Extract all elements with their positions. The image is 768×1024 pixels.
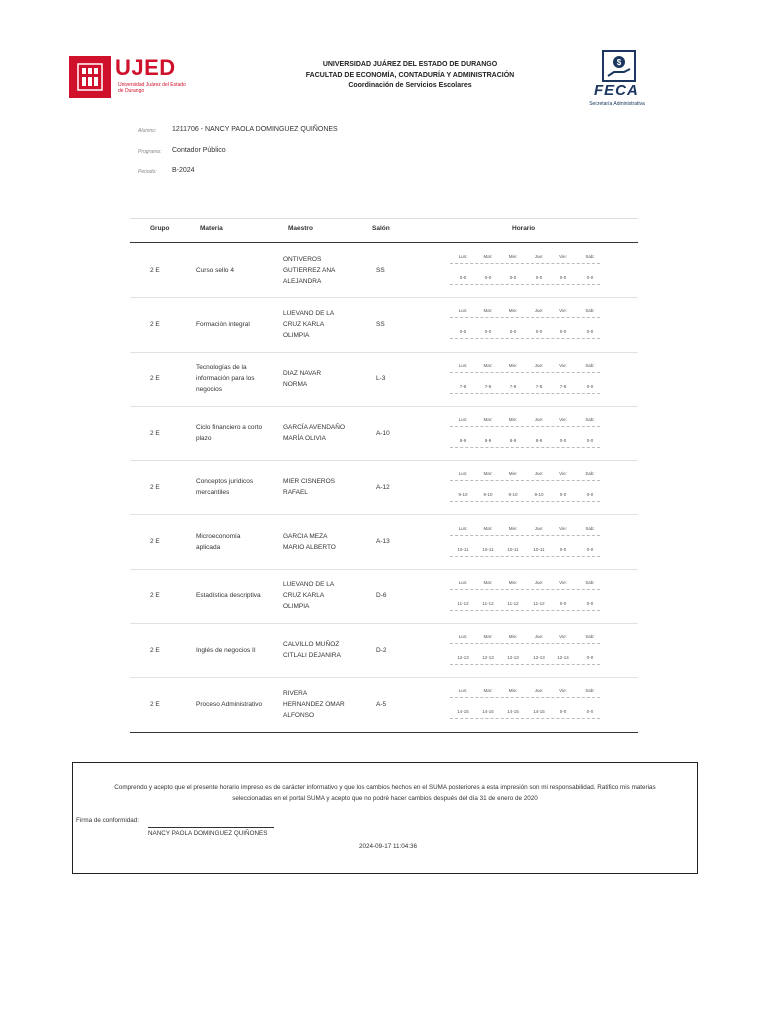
table-row (130, 515, 638, 569)
header-grupo: Grupo (150, 225, 170, 232)
horario-day-label: Vie: (559, 254, 567, 259)
cell-maestro (283, 254, 363, 287)
cell-salon: D-6 (376, 592, 387, 600)
cell-grupo: 2 E (150, 429, 160, 437)
cell-salon: A-5 (376, 701, 387, 709)
horario-day-label: Sab: (585, 416, 595, 422)
horario-day-label: Vie: (559, 525, 567, 531)
acknowledgement-box (72, 762, 698, 874)
header-maestro: Maestro (288, 225, 313, 232)
horario-day-label: Sab: (585, 254, 595, 259)
horario-time: 0-0 (535, 275, 543, 280)
cell-maestro-line: CRUZ KARLA (283, 320, 325, 328)
program-value: Contador Público (172, 147, 226, 154)
cell-materia (196, 645, 276, 656)
horario-divider (450, 393, 600, 394)
cell-materia-line: Conceptos jurídicos (196, 478, 254, 486)
horario-time: 7-8 (535, 383, 543, 389)
horario-time: 0-0 (559, 492, 567, 498)
horario-time: 9-10 (458, 492, 468, 498)
table-bottom-rule (130, 732, 638, 733)
horario-time: 11-12 (507, 600, 519, 606)
horario-divider (450, 589, 600, 590)
cell-materia-line: Inglés de negocios II (196, 646, 256, 654)
horario-divider (450, 263, 600, 264)
horario-day-label: Jue: (534, 688, 544, 694)
horario-day-label: Mar: (483, 634, 493, 640)
cell-grupo: 2 E (150, 538, 160, 546)
ujed-logo-subtext: Universidad Juárez del Estado de Durango (118, 82, 186, 94)
table-row (130, 297, 638, 351)
cell-materia (196, 362, 276, 395)
horario-divider (450, 447, 600, 448)
horario-day-label: Sab: (585, 688, 595, 694)
signature-line (148, 827, 274, 828)
table-row (130, 677, 638, 731)
horario-day-label: Mie: (508, 579, 518, 585)
horario-time: 0-0 (559, 329, 567, 335)
horario-day-label: Lun: (458, 254, 468, 259)
acknowledgement-text (83, 783, 687, 804)
horario-divider (450, 338, 600, 339)
cell-salon: A-13 (376, 538, 390, 546)
horario-day-label: Mie: (508, 254, 518, 259)
horario-time: 0-0 (586, 275, 594, 280)
horario-time: 12-13 (457, 655, 469, 661)
header-horario: Horario (512, 225, 536, 232)
cell-maestro-line: LUEVANO DE LA (283, 581, 335, 589)
horario-time: 12-13 (533, 655, 545, 661)
horario-day-label: Sab: (585, 634, 595, 640)
horario-time: 0-0 (586, 655, 594, 661)
horario-divider (450, 556, 600, 557)
table-row (130, 623, 638, 677)
horario-time: 0-0 (586, 546, 594, 552)
horario-day-label: Lun: (458, 471, 468, 477)
table-row (130, 352, 638, 406)
horario-day-label: Mar: (483, 416, 493, 422)
institution-header (230, 60, 590, 92)
horario-time: 8-9 (484, 437, 492, 443)
cell-maestro-line: OLIMPIA (283, 331, 310, 339)
horario-time: 0-0 (559, 709, 567, 715)
horario-day-label: Mar: (483, 254, 493, 259)
horario-day-label: Mar: (483, 525, 493, 531)
horario-day-label: Vie: (559, 362, 567, 368)
cell-maestro-line: GARCÍA AVENDAÑO (283, 424, 346, 432)
period-label: Periodo: (138, 169, 157, 175)
horario-day-label: Jue: (534, 525, 544, 531)
horario-time: 8-9 (459, 437, 467, 443)
horario-time: 10-11 (533, 546, 545, 552)
student-value: 1211706 - NANCY PAOLA DOMINGUEZ QUIÑONES (172, 126, 338, 133)
cell-maestro-line: DIAZ NAVAR (283, 369, 322, 377)
horario-time: 12-13 (482, 655, 494, 661)
horario-day-label: Mar: (483, 688, 493, 694)
horario-time: 10-11 (457, 546, 469, 552)
horario-day-label: Sab: (585, 308, 595, 314)
horario-day-label: Jue: (534, 579, 544, 585)
svg-text:$: $ (616, 58, 622, 67)
cell-maestro (283, 579, 363, 612)
horario-time: 10-11 (507, 546, 519, 552)
cell-grupo: 2 E (150, 266, 160, 274)
horario-day-label: Mie: (508, 688, 518, 694)
cell-maestro (283, 476, 363, 498)
cell-maestro-line: LUEVANO DE LA (283, 309, 335, 317)
acknowledgement-line-1: Comprendo y acepto que el presente horario impreso es de carácter informativo y que los cambios hechos en el SUMA posteriores a esta impresión son mi responsabilidad. Ratifico mis materias (114, 784, 656, 791)
faculty-name: FACULTAD DE ECONOMÍA, CONTADURÍA Y ADMINISTRACIÓN (305, 71, 515, 79)
horario-day-label: Mie: (508, 308, 518, 314)
horario-day-label: Lun: (458, 525, 468, 531)
horario-time: 0-0 (559, 600, 567, 606)
horario-time: 0-0 (484, 275, 492, 280)
program-label: Programa: (138, 149, 162, 155)
horario-day-label: Mar: (483, 308, 493, 314)
cell-maestro-line: ONTIVEROS (283, 255, 322, 263)
horario-day-label: Jue: (534, 362, 544, 368)
horario-day-label: Jue: (534, 308, 544, 314)
cell-maestro (283, 688, 363, 721)
cell-materia-line: Proceso Administrativo (196, 701, 263, 709)
cell-materia-line: plazo (196, 435, 212, 443)
cell-grupo: 2 E (150, 483, 160, 491)
horario-divider (450, 610, 600, 611)
ujed-seal-icon (69, 56, 111, 98)
cell-maestro-line: CALVILLO MUÑOZ (283, 641, 340, 649)
cell-materia (196, 265, 276, 276)
cell-materia-line: Microeconomía (196, 532, 241, 540)
horario-day-label: Jue: (534, 416, 544, 422)
horario-time: 0-0 (509, 329, 517, 335)
cell-grupo: 2 E (150, 375, 160, 383)
horario-time: 14-15 (533, 709, 545, 715)
cell-maestro-line: CITLALI DEJANIRA (283, 652, 341, 660)
cell-materia (196, 319, 276, 330)
cell-grupo: 2 E (150, 646, 160, 654)
cell-salon: D-2 (376, 646, 387, 654)
horario-time: 7-9 (559, 383, 567, 389)
cell-maestro (283, 422, 363, 444)
cell-salon: L-3 (376, 375, 386, 383)
cell-materia (196, 531, 276, 553)
horario-time: 10-11 (482, 546, 494, 552)
university-name: UNIVERSIDAD JUÁREZ DEL ESTADO DE DURANGO (322, 61, 498, 68)
horario-day-label: Sab: (585, 525, 595, 531)
horario-time: 0-0 (559, 546, 567, 552)
horario-time: 7-8 (509, 383, 517, 389)
horario-day-label: Jue: (534, 471, 544, 477)
horario-time: 0-0 (586, 383, 594, 389)
cell-materia-line: Estadística descriptiva (196, 592, 261, 600)
horario-time: 7-8 (484, 383, 492, 389)
horario-divider (450, 697, 600, 698)
horario-day-label: Vie: (559, 308, 567, 314)
table-row (130, 460, 638, 514)
ujed-logo (69, 55, 186, 100)
print-datetime: 2024-09-17 11:04:36 (358, 843, 417, 850)
cell-materia-line: aplicada (196, 543, 221, 551)
acknowledgement-line-2: seleccionadas en el portal SUMA y acepto que no podré hacer cambios después del día 31 de enero de 2020 (232, 794, 538, 802)
horario-time: 0-0 (559, 437, 567, 443)
cell-materia-line: negocios (196, 386, 223, 394)
cell-materia-line: Formación integral (196, 320, 250, 328)
student-label: Alumno: (138, 128, 157, 134)
horario-day-label: Sab: (585, 471, 595, 477)
cell-salon: A-10 (376, 429, 390, 437)
horario-day-label: Vie: (559, 634, 567, 640)
cell-salon: SS (376, 320, 385, 328)
horario-time: 0-0 (459, 329, 467, 335)
horario-day-label: Lun: (458, 416, 468, 422)
horario-time: 9-10 (483, 492, 493, 498)
cell-maestro-line: GUTIERREZ ANA (283, 266, 336, 274)
table-top-rule (130, 218, 638, 219)
header-materia: Materia (200, 225, 223, 232)
horario-time: 0-0 (586, 709, 594, 715)
horario-time: 7-8 (459, 383, 467, 389)
cell-grupo: 2 E (150, 701, 160, 709)
horario-time: 11-12 (533, 600, 545, 606)
horario-day-label: Mie: (508, 634, 518, 640)
cell-maestro (283, 308, 363, 341)
cell-maestro (283, 639, 363, 661)
horario-day-label: Mar: (483, 362, 493, 368)
cell-materia-line: Tecnologías de la (196, 364, 247, 372)
cell-maestro-line: CRUZ KARLA (283, 592, 325, 600)
horario-time: 9-10 (508, 492, 518, 498)
cell-maestro (283, 531, 363, 553)
horario-day-label: Lun: (458, 634, 468, 640)
horario-day-label: Mie: (508, 416, 518, 422)
horario-day-label: Mar: (483, 471, 493, 477)
horario-divider (450, 426, 600, 427)
cell-maestro-line: RAFAEL (283, 489, 308, 497)
ujed-logo-text: UJED (115, 55, 176, 80)
horario-divider (450, 317, 600, 318)
feca-logo-text: FECA (594, 82, 639, 99)
horario-time: 0-0 (586, 600, 594, 606)
horario-time: 0-0 (509, 275, 517, 280)
period-value: B-2024 (172, 167, 195, 174)
cell-salon: SS (376, 266, 385, 274)
table-row (130, 406, 638, 460)
cell-materia (196, 422, 276, 444)
horario-day-label: Lun: (458, 579, 468, 585)
signature-name: NANCY PAOLA DOMINGUEZ QUIÑONES (148, 830, 268, 837)
horario-divider (450, 372, 600, 373)
feca-caption: Secretaría Administrativa (589, 101, 645, 107)
cell-maestro-line: ALFONSO (283, 712, 315, 720)
horario-divider (450, 284, 600, 285)
cell-materia (196, 590, 276, 601)
horario-time: 0-0 (586, 437, 594, 443)
horario-day-label: Vie: (559, 471, 567, 477)
signature-label: Firma de conformidad: (76, 817, 139, 824)
cell-maestro-line: MIER CISNEROS (283, 478, 336, 486)
cell-materia-line: Curso sello 4 (196, 266, 234, 274)
horario-divider (450, 643, 600, 644)
horario-day-label: Mar: (483, 579, 493, 585)
header-salon: Salón (372, 225, 390, 232)
cell-maestro-line: ALEJANDRA (283, 277, 322, 285)
cell-maestro-line: MARIO ALBERTO (283, 543, 336, 551)
horario-time: 14-15 (457, 709, 469, 715)
cell-grupo: 2 E (150, 592, 160, 600)
money-hand-icon (602, 50, 636, 82)
horario-day-label: Jue: (534, 634, 544, 640)
horario-time: 12-14 (557, 655, 569, 661)
horario-day-label: Lun: (458, 688, 468, 694)
horario-day-label: Vie: (559, 688, 567, 694)
cell-maestro-line: HERNANDEZ OMAR (283, 701, 345, 709)
table-row (130, 243, 638, 297)
cell-grupo: 2 E (150, 320, 160, 328)
horario-day-label: Vie: (559, 416, 567, 422)
cell-maestro-line: RIVERA (283, 690, 308, 698)
horario-divider (450, 718, 600, 719)
cell-materia-line: Ciclo financiero a corto (196, 424, 263, 432)
horario-day-label: Mie: (508, 525, 518, 531)
horario-time: 11-12 (482, 600, 494, 606)
horario-time: 14-15 (507, 709, 519, 715)
horario-day-label: Lun: (458, 308, 468, 314)
horario-day-label: Lun: (458, 362, 468, 368)
horario-day-label: Sab: (585, 362, 595, 368)
horario-time: 12-13 (507, 655, 519, 661)
horario-day-label: Vie: (559, 579, 567, 585)
horario-time: 0-0 (586, 329, 594, 335)
cell-maestro-line: MARÍA OLIVIA (283, 435, 326, 443)
horario-time: 11-12 (457, 600, 469, 606)
feca-logo (583, 50, 651, 110)
cell-salon: A-12 (376, 483, 390, 491)
cell-materia-line: mercantiles (196, 489, 230, 497)
horario-day-label: Sab: (585, 579, 595, 585)
horario-day-label: Jue: (534, 254, 544, 259)
horario-day-label: Mie: (508, 471, 518, 477)
office-name: Coordinación de Servicios Escolares (348, 82, 472, 89)
cell-materia (196, 476, 276, 498)
horario-time: 0-0 (586, 492, 594, 498)
cell-maestro-line: GARCIA MEZA (283, 532, 328, 540)
horario-time: 14-15 (482, 709, 494, 715)
horario-divider (450, 480, 600, 481)
cell-materia (196, 699, 276, 710)
horario-time: 8-9 (509, 437, 517, 443)
horario-time: 0-0 (559, 275, 567, 280)
horario-day-label: Mie: (508, 362, 518, 368)
cell-maestro-line: NORMA (283, 380, 308, 388)
horario-time: 0-0 (459, 275, 467, 280)
cell-maestro (283, 368, 363, 390)
cell-maestro-line: OLIMPIA (283, 603, 310, 611)
horario-divider (450, 501, 600, 502)
cell-materia-line: información para los (196, 375, 255, 383)
horario-time: 0-0 (484, 329, 492, 335)
horario-divider (450, 535, 600, 536)
horario-time: 9-10 (534, 492, 544, 498)
horario-divider (450, 664, 600, 665)
table-row (130, 569, 638, 623)
horario-time: 8-9 (535, 437, 543, 443)
horario-time: 0-0 (535, 329, 543, 335)
